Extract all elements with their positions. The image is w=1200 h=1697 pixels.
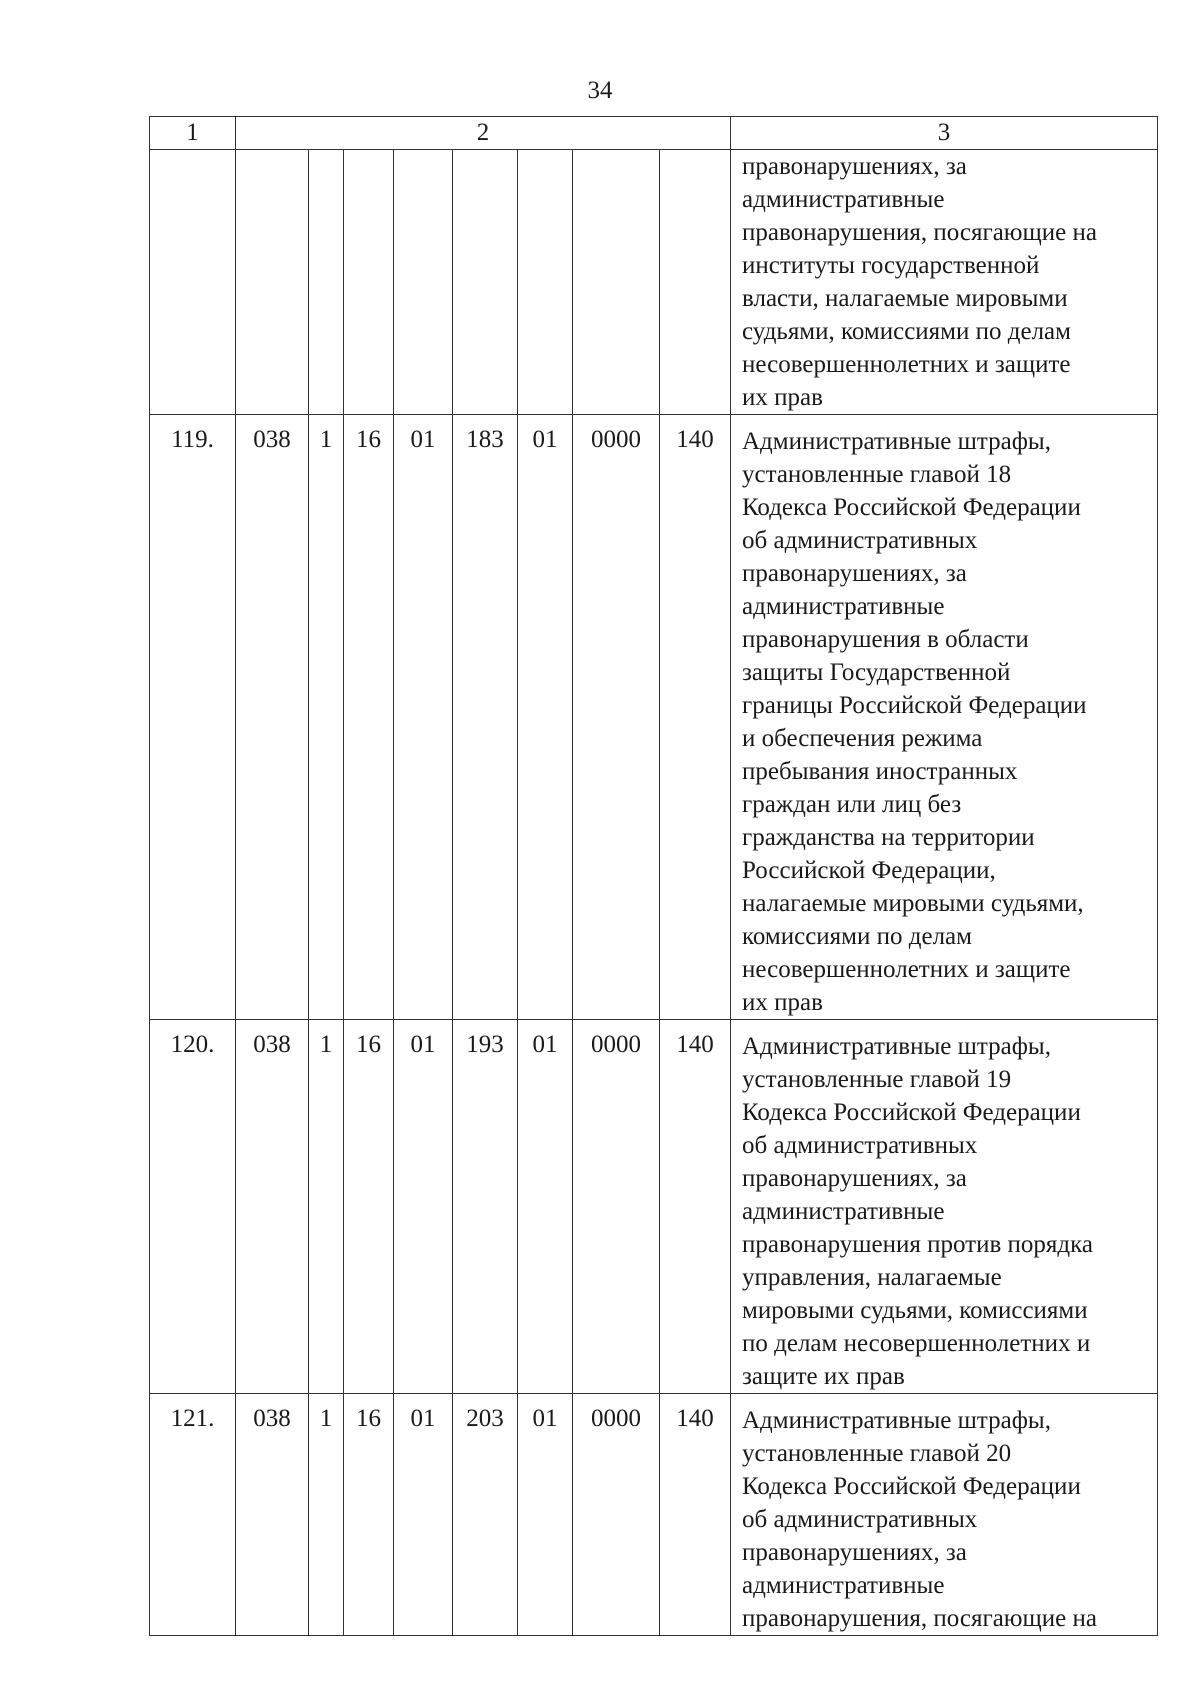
description-line: правонарушениях, за bbox=[742, 1165, 967, 1192]
description-line: налагаемые мировыми судьями, bbox=[742, 890, 1084, 917]
header-col-2: 2 bbox=[236, 117, 731, 150]
table-row bbox=[150, 1394, 1158, 1636]
code-economic bbox=[660, 150, 731, 415]
table-row bbox=[150, 150, 1158, 415]
description-line: Кодекса Российской Федерации bbox=[742, 1473, 1081, 1500]
description-line: установленные главой 19 bbox=[742, 1066, 1012, 1093]
description-cell bbox=[731, 415, 1158, 1020]
header-col-1: 1 bbox=[150, 117, 236, 150]
description-line: границы Российской Федерации bbox=[742, 692, 1087, 719]
code-subarticle: 183 bbox=[453, 415, 518, 1020]
code-article: 01 bbox=[394, 1394, 453, 1636]
code-group: 1 bbox=[309, 1020, 344, 1394]
description-line: административные bbox=[742, 186, 945, 213]
code-program: 0000 bbox=[573, 415, 660, 1020]
description-cell bbox=[731, 150, 1158, 415]
code-subgroup: 16 bbox=[344, 415, 394, 1020]
code-economic: 140 bbox=[660, 415, 731, 1020]
description-line: административные bbox=[742, 1198, 945, 1225]
description-line: судьями, комиссиями по делам bbox=[742, 318, 1071, 345]
description-line: правонарушения, посягающие на bbox=[742, 1605, 1097, 1632]
description-line: граждан или лиц без bbox=[742, 791, 962, 818]
code-subgroup: 16 bbox=[344, 1394, 394, 1636]
code-subgroup: 16 bbox=[344, 1020, 394, 1394]
code-subarticle: 203 bbox=[453, 1394, 518, 1636]
description-line: Административные штрафы, bbox=[742, 428, 1051, 455]
description-line: правонарушениях, за bbox=[742, 153, 967, 180]
description-line: Кодекса Российской Федерации bbox=[742, 1099, 1081, 1126]
classification-table bbox=[149, 116, 1158, 1636]
description-line: правонарушениях, за bbox=[742, 1539, 967, 1566]
code-subarticle bbox=[453, 150, 518, 415]
description-line: об административных bbox=[742, 1506, 978, 1533]
code-economic: 140 bbox=[660, 1020, 731, 1394]
row-number bbox=[150, 150, 236, 415]
description-cell bbox=[731, 1394, 1158, 1636]
code-article: 01 bbox=[394, 415, 453, 1020]
description-line: правонарушения в области bbox=[742, 626, 1029, 653]
description-line: правонарушения, посягающие на bbox=[742, 219, 1097, 246]
row-number: 121. bbox=[150, 1394, 236, 1636]
description-line: несовершеннолетних и защите bbox=[742, 956, 1071, 983]
code-element: 01 bbox=[518, 415, 573, 1020]
header-col-3: 3 bbox=[731, 117, 1158, 150]
code-article bbox=[394, 150, 453, 415]
description-line: управления, налагаемые bbox=[742, 1264, 1002, 1291]
description-line: административные bbox=[742, 1572, 945, 1599]
code-group: 1 bbox=[309, 1394, 344, 1636]
code-group bbox=[309, 150, 344, 415]
description-line: защите их прав bbox=[742, 1363, 905, 1390]
code-admin bbox=[236, 150, 309, 415]
row-number: 120. bbox=[150, 1020, 236, 1394]
description-line: Кодекса Российской Федерации bbox=[742, 494, 1081, 521]
page-number: 34 bbox=[587, 77, 613, 104]
code-admin: 038 bbox=[236, 1394, 309, 1636]
code-economic: 140 bbox=[660, 1394, 731, 1636]
description-line: по делам несовершеннолетних и bbox=[742, 1330, 1091, 1357]
description-line: защиты Государственной bbox=[742, 659, 1011, 686]
code-element bbox=[518, 150, 573, 415]
description-line: гражданства на территории bbox=[742, 824, 1035, 851]
code-subarticle: 193 bbox=[453, 1020, 518, 1394]
description-line: об административных bbox=[742, 527, 978, 554]
code-article: 01 bbox=[394, 1020, 453, 1394]
description-line: установленные главой 18 bbox=[742, 461, 1012, 488]
description-line: власти, налагаемые мировыми bbox=[742, 285, 1068, 312]
description-line: установленные главой 20 bbox=[742, 1440, 1012, 1467]
description-line: Административные штрафы, bbox=[742, 1407, 1051, 1434]
description-line: административные bbox=[742, 593, 945, 620]
description-line: мировыми судьями, комиссиями bbox=[742, 1297, 1088, 1324]
description-line: Российской Федерации, bbox=[742, 857, 996, 884]
description-line: несовершеннолетних и защите bbox=[742, 351, 1071, 378]
header-row bbox=[150, 117, 1158, 150]
code-program: 0000 bbox=[573, 1020, 660, 1394]
code-subgroup bbox=[344, 150, 394, 415]
description-line: правонарушения против порядка bbox=[742, 1231, 1093, 1258]
table-row bbox=[150, 415, 1158, 1020]
description-line: комиссиями по делам bbox=[742, 923, 972, 950]
description-line: их прав bbox=[742, 384, 823, 411]
description-line: их прав bbox=[742, 989, 823, 1016]
code-group: 1 bbox=[309, 415, 344, 1020]
description-line: об административных bbox=[742, 1132, 978, 1159]
table-row bbox=[150, 1020, 1158, 1394]
description-line: пребывания иностранных bbox=[742, 758, 1018, 785]
code-element: 01 bbox=[518, 1020, 573, 1394]
code-admin: 038 bbox=[236, 1020, 309, 1394]
code-element: 01 bbox=[518, 1394, 573, 1636]
description-line: правонарушениях, за bbox=[742, 560, 967, 587]
code-admin: 038 bbox=[236, 415, 309, 1020]
row-number: 119. bbox=[150, 415, 236, 1020]
code-program bbox=[573, 150, 660, 415]
description-line: и обеспечения режима bbox=[742, 725, 983, 752]
description-cell bbox=[731, 1020, 1158, 1394]
description-line: институты государственной bbox=[742, 252, 1040, 279]
code-program: 0000 bbox=[573, 1394, 660, 1636]
description-line: Административные штрафы, bbox=[742, 1033, 1051, 1060]
